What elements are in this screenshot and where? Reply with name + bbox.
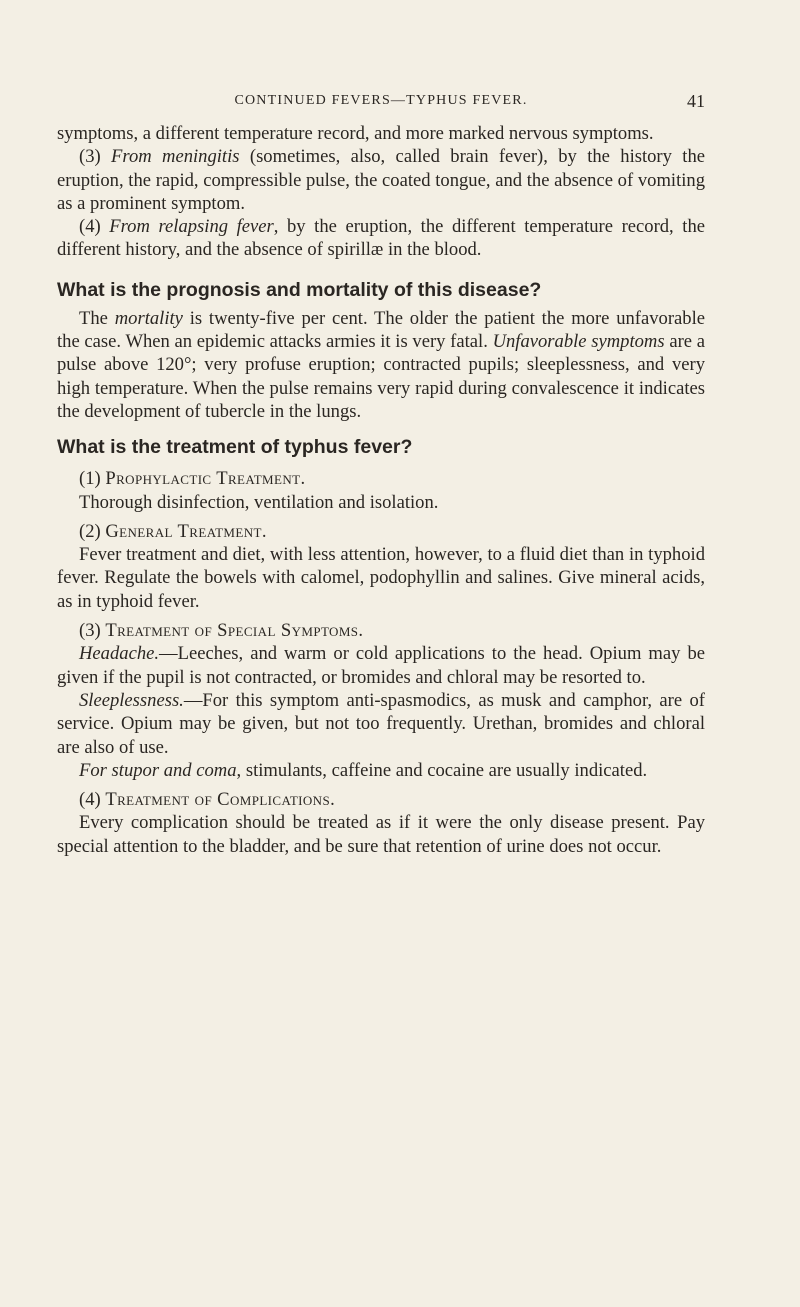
prognosis-heading: What is the prognosis and mortality of this disease?	[57, 278, 542, 301]
prognosis-paragraph: The mortality is twenty-five per cent. The older the patient the more unfavorable the case. When an epidemic attacks armies it is very fatal. Unfavorable symptoms are a pulse above 120°; very profuse eruption; contracted pupils; sleeplessness, and very high temperature. When the pulse remains very rapid during convalescence it indicates the development of tubercle in the lungs.	[57, 307, 705, 422]
prophylactic-title: (1) Prophylactic Treatment.	[79, 468, 306, 490]
prophylactic-text: Thorough disinfection, ventilation and isolation.	[79, 491, 439, 513]
item-meningitis: (3) From meningitis (sometimes, also, called brain fever), by the history the eruption, the rapid, compressible pulse, the coated tongue, and the absence of vomiting as a prominent symptom.	[57, 146, 705, 214]
treatment-heading: What is the treatment of typhus fever?	[57, 436, 413, 459]
headache-paragraph: Headache.—Leeches, and warm or cold applications to the head. Opium may be given if the pupil is not contracted, or bromides and chloral may be resorted to.	[57, 643, 705, 688]
complications-text: Every complication should be treated as if it were the only disease present. Pay special attention to the bladder, and be sure that retention of urine does not occur.	[57, 812, 705, 857]
general-treatment-title: (2) General Treatment.	[79, 520, 267, 542]
running-head	[57, 88, 705, 114]
item-relapsing-fever: (4) From relapsing fever, by the eruption, the different temperature record, the different history, and the absence of spirillæ in the blood.	[57, 216, 705, 261]
page-body	[57, 122, 705, 858]
running-title: CONTINUED FEVERS—TYPHUS FEVER.	[234, 93, 528, 108]
complications-title: (4) Treatment of Complications.	[79, 789, 336, 811]
stupor-paragraph: For stupor and coma, stimulants, caffeine and cocaine are usually indicated.	[79, 759, 648, 781]
item-relapsing-lead: From relapsing fever	[109, 216, 274, 238]
special-symptoms-title: (3) Treatment of Special Symptoms.	[79, 620, 364, 642]
page-number: 41	[687, 91, 705, 111]
general-treatment-text: Fever treatment and diet, with less attention, however, to a fluid diet than in typhoid fever. Regulate the bowels with calomel, podophyllin and salines. Give mineral acids, as in typhoid fever.	[57, 544, 705, 612]
item-meningitis-lead: From meningitis	[111, 146, 240, 168]
continuation-paragraph: symptoms, a different temperature record, and more marked nervous symptoms.	[57, 123, 654, 144]
sleeplessness-paragraph: Sleeplessness.—For this symptom anti-spasmodics, as musk and camphor, are of service. Opium may be given, but not too frequently. Urethan, bromides and chloral are also of use.	[57, 689, 705, 758]
